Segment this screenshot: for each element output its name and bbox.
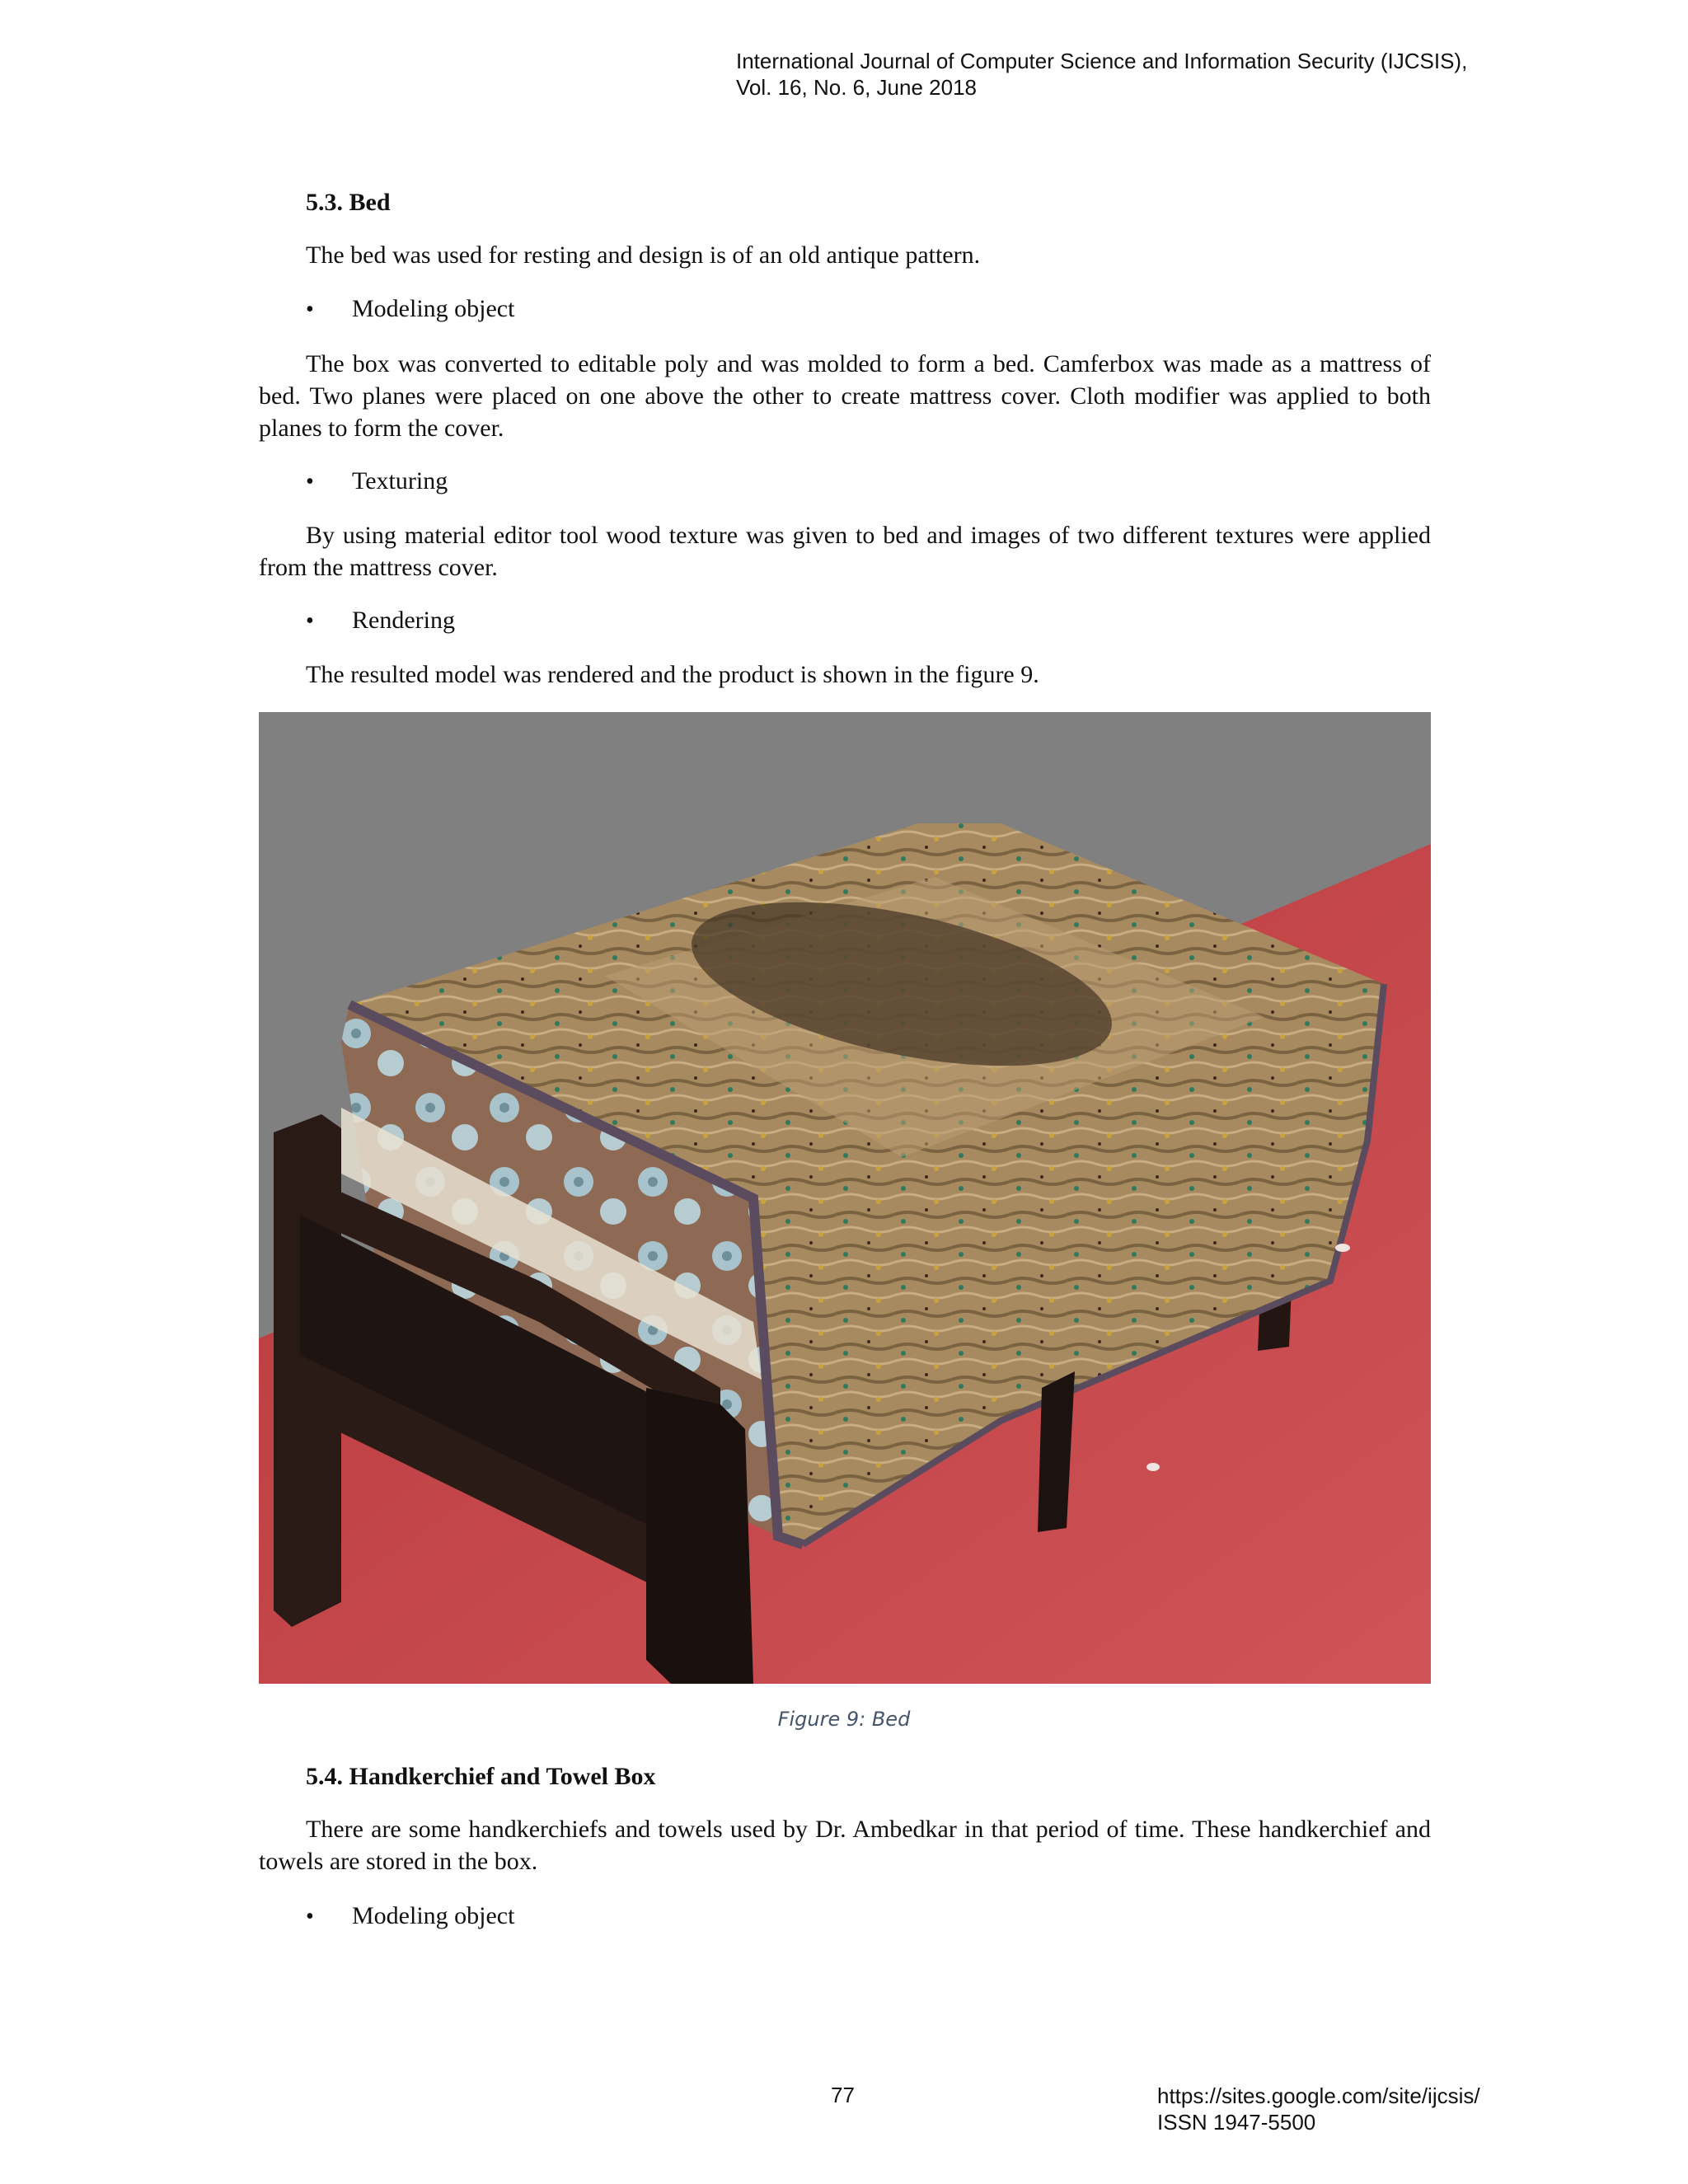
bullet-rendering bbox=[306, 605, 455, 637]
bullet-icon: • bbox=[306, 1904, 314, 1929]
journal-volume: Vol. 16, No. 6, June 2018 bbox=[736, 75, 977, 100]
bullet-modeling-object bbox=[306, 293, 514, 326]
bullet-label: Texturing bbox=[352, 467, 448, 494]
bullet-label: Modeling object bbox=[352, 1902, 515, 1929]
page-number: 77 bbox=[831, 2083, 855, 2107]
figure-caption: Figure 9: Bed bbox=[777, 1708, 911, 1731]
towel-box-intro-paragraph: There are some handkerchiefs and towels used by Dr. Ambedkar in that period of time. These handkerchief and towels are stored in the box. bbox=[259, 1816, 1431, 1875]
texturing-paragraph: By using material editor tool wood texture was given to bed and images of two different textures were applied from the mattress cover. bbox=[259, 522, 1431, 581]
bullet-icon: • bbox=[306, 608, 314, 634]
modeling-paragraph: The box was converted to editable poly and was molded to form a bed. Camferbox was made as a mattress of bed. Two planes were placed on one above the other to create mattress cover. Cloth modifier was applied to both planes to form the cover. bbox=[259, 350, 1431, 442]
floor-speck bbox=[1146, 1463, 1160, 1471]
bed-intro-paragraph: The bed was used for resting and design is of an old antique pattern. bbox=[306, 241, 981, 269]
bullet-label: Rendering bbox=[352, 607, 455, 634]
footer-info bbox=[1157, 2083, 1480, 2135]
footboard-front-post bbox=[646, 1388, 753, 1684]
bullet-texturing bbox=[306, 466, 448, 498]
journal-header bbox=[736, 48, 1467, 101]
bullet-icon: • bbox=[306, 469, 314, 494]
bed-render-figure bbox=[259, 712, 1431, 1684]
bed-render-image bbox=[259, 712, 1431, 1684]
rendering-paragraph: The resulted model was rendered and the product is shown in the figure 9. bbox=[306, 661, 1039, 688]
footer-issn: ISSN 1947-5500 bbox=[1157, 2110, 1316, 2135]
section-heading-bed: 5.3. Bed bbox=[306, 189, 391, 216]
section-heading-towel-box: 5.4. Handkerchief and Towel Box bbox=[306, 1763, 656, 1790]
bullet-label: Modeling object bbox=[352, 295, 515, 322]
floor-speck bbox=[1335, 1244, 1350, 1252]
bullet-modeling-object-2 bbox=[306, 1900, 514, 1933]
journal-title: International Journal of Computer Science and Information Security (IJCSIS), bbox=[736, 49, 1468, 73]
bullet-icon: • bbox=[306, 297, 314, 322]
footer-url: https://sites.google.com/site/ijcsis/ bbox=[1157, 2083, 1480, 2108]
